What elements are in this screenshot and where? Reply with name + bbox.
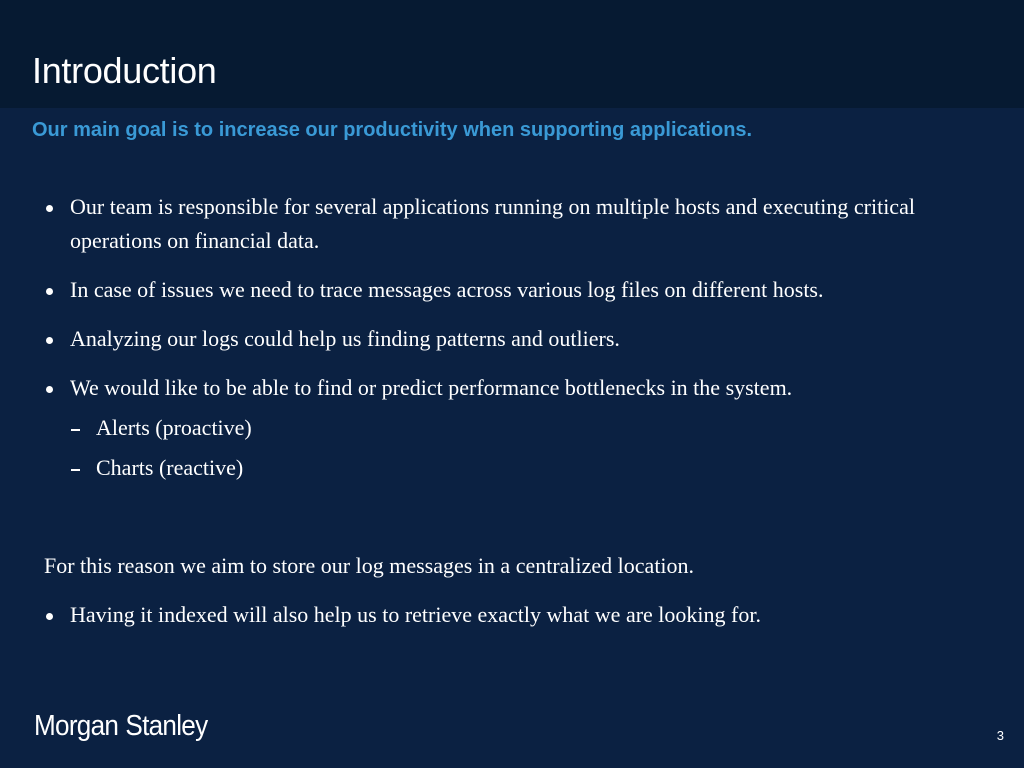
bullet-text: We would like to be able to find or predict performance bottlenecks in the system. xyxy=(70,375,793,400)
logo-word-morgan: Morgan xyxy=(34,710,119,742)
slide-subtitle: Our main goal is to increase our productivity when supporting applications. xyxy=(32,119,753,141)
slide-body xyxy=(44,190,984,632)
bullet-text: In case of issues we need to trace messages across various log files on different hosts. xyxy=(70,277,824,302)
bullet-item xyxy=(44,371,984,405)
sub-bullet-item xyxy=(44,451,984,485)
statement-text: For this reason we aim to store our log messages in a centralized location. xyxy=(44,553,695,578)
sub-bullet-text: Alerts (proactive) xyxy=(96,415,252,440)
bullet-item xyxy=(44,322,984,356)
dash-icon xyxy=(71,429,80,431)
morgan-stanley-logo xyxy=(34,712,207,741)
bullet-item xyxy=(44,190,984,258)
bullet-dot-icon xyxy=(46,205,53,212)
sub-bullet-text: Charts (reactive) xyxy=(96,455,244,480)
page-number: 3 xyxy=(996,728,1004,743)
sub-bullet-item xyxy=(44,411,984,445)
dash-icon xyxy=(71,469,80,471)
bullet-dot-icon xyxy=(46,613,53,620)
bullet-text: Analyzing our logs could help us finding patterns and outliers. xyxy=(70,326,620,351)
bullet-dot-icon xyxy=(46,337,53,344)
bullet-text: Our team is responsible for several applications running on multiple hosts and executing critical operations on financial data. xyxy=(70,194,915,253)
bullet-dot-icon xyxy=(46,386,53,393)
bullet-item xyxy=(44,273,984,307)
slide-title: Introduction xyxy=(32,50,217,91)
bullet-item xyxy=(44,598,984,632)
bullet-text: Having it indexed will also help us to retrieve exactly what we are looking for. xyxy=(70,602,761,627)
logo-word-stanley: Stanley xyxy=(125,710,208,742)
bullet-dot-icon xyxy=(46,288,53,295)
